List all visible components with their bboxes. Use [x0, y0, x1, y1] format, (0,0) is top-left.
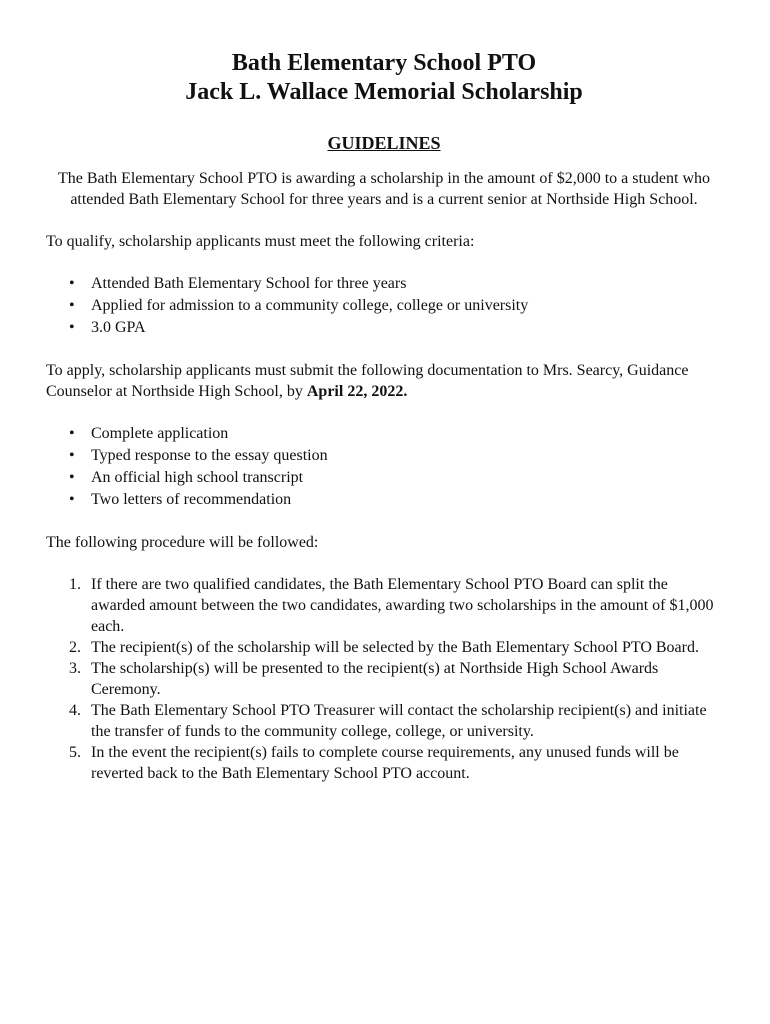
section-heading: GUIDELINES — [327, 133, 441, 153]
list-item: • Attended Bath Elementary School for three years — [91, 273, 722, 295]
documents-list — [46, 423, 722, 511]
list-item: • An official high school transcript — [91, 467, 722, 489]
list-item — [69, 700, 722, 742]
list-item: • 3.0 GPA — [91, 317, 722, 339]
list-item: • Complete application — [91, 423, 722, 445]
procedure-list — [46, 574, 722, 784]
step-number: 5. — [69, 744, 81, 761]
criteria-list — [46, 273, 722, 339]
step-text: The scholarship(s) will be presented to the recipient(s) at Northside High School Awards Ceremony. — [91, 660, 659, 698]
step-text: The recipient(s) of the scholarship will be selected by the Bath Elementary School PTO Board. — [91, 639, 699, 656]
list-item — [69, 574, 722, 637]
document-title — [46, 49, 722, 107]
step-text: In the event the recipient(s) fails to complete course requirements, any unused funds will be reverted back to the Bath Elementary School PTO account. — [91, 744, 679, 782]
list-item — [69, 637, 722, 658]
procedure-lead: The following procedure will be followed: — [46, 534, 319, 551]
step-number: 4. — [69, 702, 81, 719]
apply-paragraph — [46, 360, 722, 402]
list-item — [69, 742, 722, 784]
qualify-lead: To qualify, scholarship applicants must meet the following criteria: — [46, 233, 475, 250]
intro-paragraph: The Bath Elementary School PTO is awarding a scholarship in the amount of $2,000 to a student who attended Bath Elementary School for three years and is a current senior at Northside High School. — [57, 170, 711, 208]
step-text: The Bath Elementary School PTO Treasurer will contact the scholarship recipient(s) and initiate the transfer of funds to the community college, college, or university. — [91, 702, 707, 740]
title-line-2: Jack L. Wallace Memorial Scholarship — [185, 79, 583, 105]
step-text: If there are two qualified candidates, the Bath Elementary School PTO Board can split the awarded amount between the two candidates, awarding two scholarships in the amount of $1,000 each. — [91, 576, 714, 635]
list-item: • Applied for admission to a community college, college or university — [91, 295, 722, 317]
step-number: 3. — [69, 660, 81, 677]
list-item: • Two letters of recommendation — [91, 489, 722, 511]
list-item — [69, 658, 722, 700]
apply-deadline: April 22, 2022. — [306, 383, 408, 400]
step-number: 2. — [69, 639, 81, 656]
title-line-1: Bath Elementary School PTO — [231, 50, 537, 76]
list-item: • Typed response to the essay question — [91, 445, 722, 467]
step-number: 1. — [69, 576, 81, 593]
apply-lead: To apply, scholarship applicants must submit the following documentation to Mrs. Searcy, Guidance Counselor at Northside High School, by — [46, 362, 689, 400]
